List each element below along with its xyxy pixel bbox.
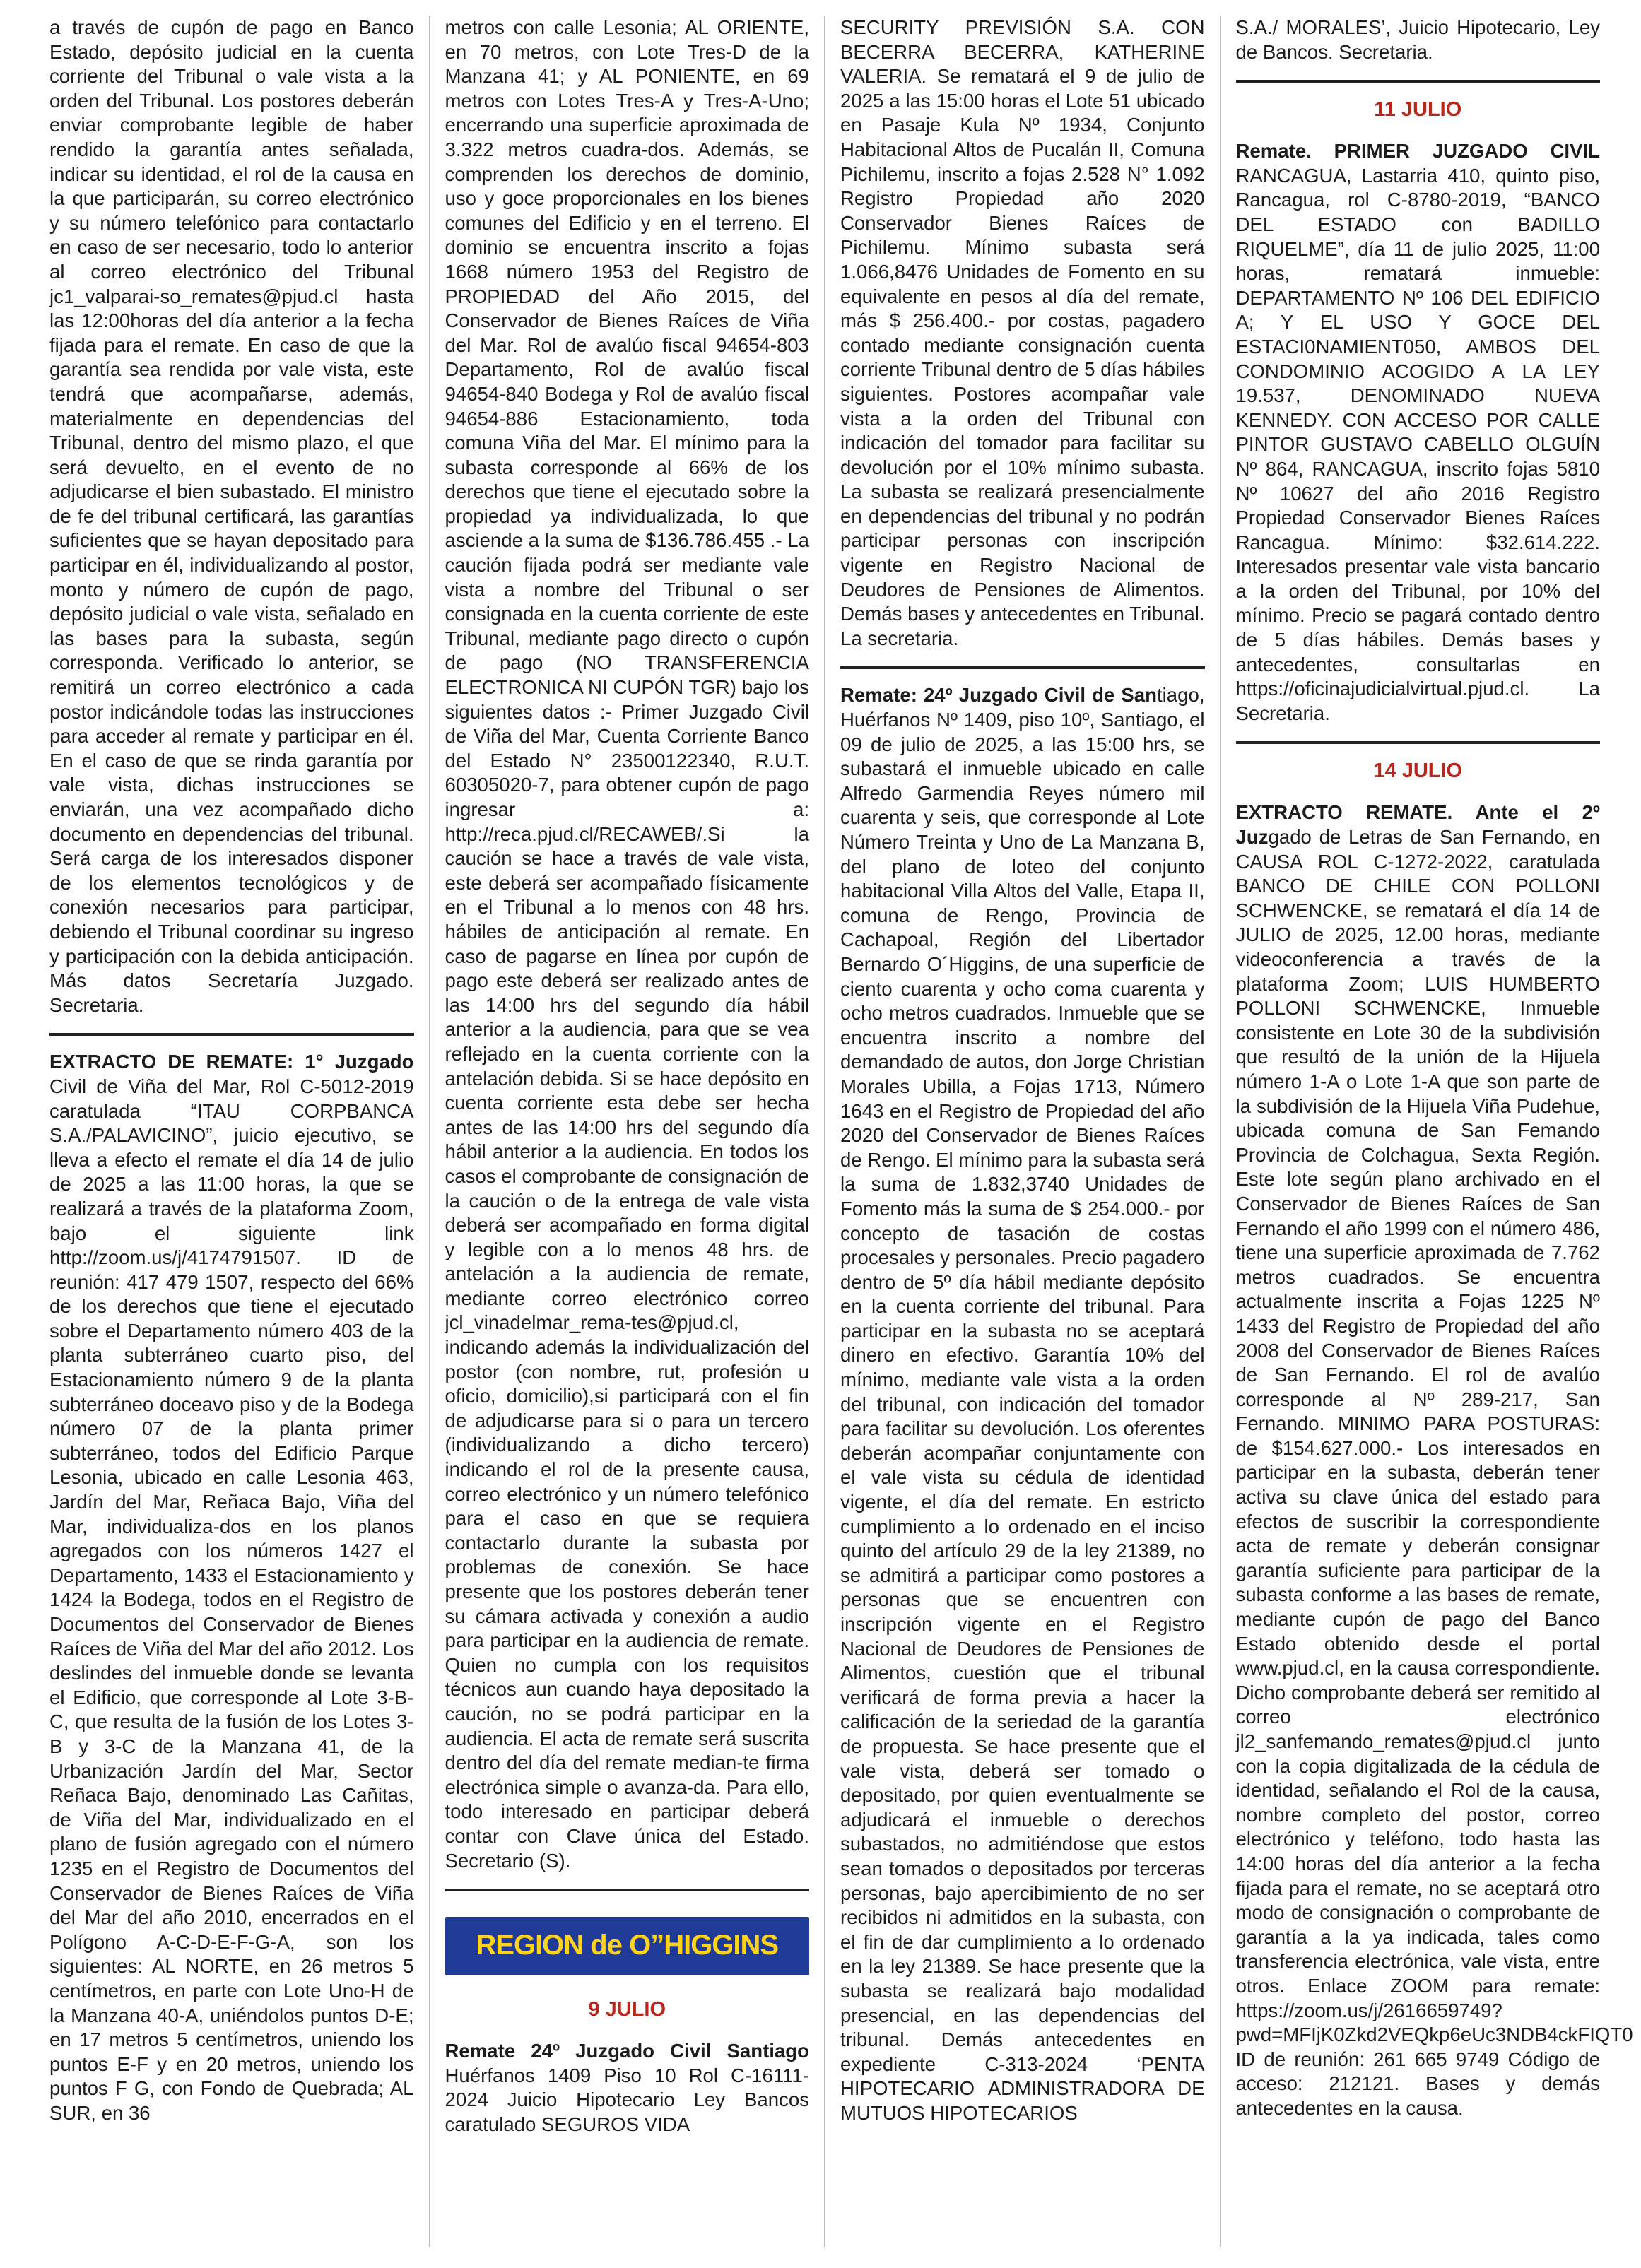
column-3: [840, 16, 1205, 2247]
notice-lead: Remate: 24º Juzgado Civil de San: [840, 684, 1157, 707]
notice-separator: [1236, 741, 1601, 744]
notice-paragraph: [1236, 139, 1601, 726]
notice-separator: [445, 1889, 810, 1891]
notice-text: S.A./ MORALES’, Juicio Hipotecario, Ley de Bancos. Secretaria.: [1235, 16, 1600, 63]
legal-notice: [1235, 801, 1633, 2120]
legal-notice: [445, 16, 810, 1873]
notice-paragraph: [49, 16, 414, 1017]
date-heading: 9 JULIO: [588, 1998, 666, 2021]
notice-paragraph: [445, 2039, 810, 2137]
notice-lead: EXTRACTO DE REMATE: 1° Juzgado: [49, 1051, 414, 1073]
region-banner: REGION de O”HIGGINS: [445, 1917, 810, 1975]
legal-notice: [1236, 16, 1601, 64]
notice-lead: Remate. PRIMER JUZGADO CIVIL: [1235, 140, 1600, 163]
notice-text: gado de Letras de San Fernando, en CAUSA ROL C-1272-2022, caratulada BANCO DE CHILE CON POLLONI SCHWENCKE, se rematará el día 14 de JULIO de 2025, 12.00 horas, mediante videoconferencia a través de la plataforma Zoom; LUIS HUMBERTO POLLONI SCHWENCKE, Inmueble consistente en Lote 30 de la subdivisión que resultó de la unión de la Hijuela número 1-A o Lote 1-A que son parte de la subdivisión de la Hijuela Viña Pudehue, ubicada comuna de San Femando Provincia de Colchagua, Sexta Región. Este lote según plano archivado en el Conservador de Bienes Raíces de San Fernando el año 1999 con el número 486, tiene una superficie aproximada de 7.762 metros cuadrados. Se encuentra actualmente inscrita a Fojas 1225 Nº 1433 del Registro de Propiedad del año 2008 del Conservador de Bienes Raíces de San Fernando. El rol de avalúo corresponde al Nº 289-217, San Fernando. MINIMO PARA POSTURAS: de $154.627.000.- Los interesados en participar en la subasta, deberán tener activa su clave única del estado para efectos de suscribir la correspondiente acta de remate y deberán consignar garantía suficiente para participar de la subasta conforme a las bases de remate, mediante cupón de pago del Banco Estado obtenido desde el portal www.pjud.cl, en la causa correspondiente. Dicho comprobante deberá ser remitido al correo electrónico jl2_sanfemando_remates@pjud.cl junto con la copia digitalizada de la cédula de identidad, señalando el Rol de la causa, nombre completo del postor, correo electrónico y teléfono, todo hasta las 14:00 horas del día anterior a la fecha fijada para el remate, no se aceptará otro modo de consignación o comprobante de garantía a la ya indicada, tales como transferencia electrónica, vale vista, entre otros. Enlace ZOOM para remate: https://zoom.us/j/2616659749?pwd=MFIjK0Zkd2VEQkp6eUc3NDB4ckFIQT0 ID de reunión: 261 665 9749 Código de acceso: 212121. Bases y demás antecedentes en la causa.: [1235, 826, 1633, 2119]
notice-text: RANCAGUA, Lastarria 410, quinto piso, Rancagua, rol C-8780-2019, “BANCO DEL ESTADO con BADILLO RIQUELME”, día 11 de julio 2025, 11:00 horas, rematará inmueble: DEPARTAMENTO Nº 106 DEL EDIFICIO A; Y EL USO Y GOCE DEL ESTACI0NAMIENT050, AMBOS DEL CONDOMINIO ACOGIDO A LA LEY 19.537, DENOMINADO NUEVA KENNEDY. CON ACCESO POR CALLE PINTOR GUSTAVO CABELLO OLGUÍN Nº 864, RANCAGUA, inscrito fojas 5810 Nº 10627 del año 2016 Registro Propiedad Conservador Bienes Raíces Rancagua. Mínimo: $32.614.222. Interesados presentar vale vista bancario a la orden del Tribunal, por 10% del mínimo. Precio se pagará contado dentro de 5 días hábiles. Demás bases y antecedentes, consultarlas en https://oficinajudicialvirtual.pjud.cl. La Secretaria.: [1235, 164, 1600, 724]
notice-text: a través de cupón de pago en Banco Estado, depósito judicial en la cuenta corriente del Tribunal o vale vista a la orden del Tribunal. Los postores deberán enviar comprobante legible de haber rendido la garantía antes señalada, indicar su identidad, el rol de la causa en la que participarán, su correo electrónico y su número telefónico para contactarlo en caso de ser necesario, todo lo anterior al correo electrónico del Tribunal jc1_valparai-so_remates@pjud.cl hasta las 12:00horas del día anterior a la fecha fijada para el remate. En caso de que la garantía sea rendida por vale vista, este tendrá que acompañarse, además, materialmente en dependencias del Tribunal, dentro del mismo plazo, el que será devuelto, en el evento de no adjudicarse el bien subastado. El ministro de fe del tribunal certificará, las garantías suficientes que se hayan depositado para participar en él, individualizando al postor, monto y número de cupón de pago, depósito judicial o vale vista, señalado en las bases para la subasta, según corresponda. Verificado lo anterior, se remitirá un correo electrónico a cada postor indicándole todas las instrucciones para acceder al remate y participar en él. En el caso de que se rinda garantía por vale vista, dichas instrucciones se enviarán, una vez acompañado dicho documento en dependencias del tribunal. Será carga de los interesados disponer de los elementos tecnológicos y de conexión necesarios para participar, debiendo el Tribunal coordinar su ingreso y participación con la debida anticipación. Más datos Secretaría Juzgado. Secretaria.: [49, 16, 414, 1016]
notice-text: SECURITY PREVISIÓN S.A. CON BECERRA BECERRA, KATHERINE VALERIA. Se rematará el 9 de julio de 2025 a las 15:00 horas el Lote 51 ubicado en Pasaje Kula Nº 1934, Conjunto Habitacional Altos de Pucalán II, Comuna Pichilemu, inscrito a fojas 2.528 N° 1.092 Registro Propiedad año 2020 Conservador Bienes Raíces de Pichilemu. Mínimo subasta será 1.066,8476 Unidades de Fomento en su equivalente en pesos al día del remate, más $ 256.400.- por costas, pagadero contado mediante consignación cuenta corriente Tribunal dentro de 5 días hábiles siguientes. Postores acompañar vale vista a la orden del Tribunal con indicación del tomador para facilitar su devolución por el 10% mínimo subasta. La subasta se realizará presencialmente en dependencias del tribunal y no podrán participar personas con inscripción vigente en Registro Nacional de Deudores de Pensiones de Alimentos. Demás bases y antecedentes en Tribunal. La secretaria.: [840, 16, 1205, 649]
legal-notice: [840, 683, 1205, 2125]
legal-notice: [49, 16, 414, 1017]
notice-paragraph: [840, 683, 1205, 2125]
notice-text: metros con calle Lesonia; AL ORIENTE, en 70 metros, con Lote Tres-D de la Manzana 41; y AL PONIENTE, en 69 metros con Lotes Tres-A y Tres-A-Uno; encerrando una superficie aproximada de 3.322 metros cuadra-dos. Además, se comprenden los derechos de dominio, uso y goce proporcionales en los bienes comunes del Edificio y en el terreno. El dominio se encuentra inscrito a fojas 1668 número 1953 del Registro de PROPIEDAD del Año 2015, del Conservador de Bienes Raíces de Viña del Mar. Rol de avalúo fiscal 94654-803 Departamento, Rol de avalúo fiscal 94654-840 Bodega y Rol de avalúo fiscal 94654-886 Estacionamiento, toda comuna Viña del Mar. El mínimo para la subasta corresponde al 66% de los derechos que tiene el ejecutado sobre la propiedad ya individualizada, lo que asciende a la suma de $136.786.455 .- La caución fijada podrá ser mediante vale vista a nombre del Tribunal o ser consignada en la cuenta corriente de este Tribunal, mediante pago directo o cupón de pago (NO TRANSFERENCIA ELECTRONICA NI CUPÓN TGR) bajo los siguientes datos :- Primer Juzgado Civil de Viña del Mar, Cuenta Corriente Banco del Estado N° 23500122340, R.U.T. 60305020-7, para obtener cupón de pago ingresar a: http://reca.pjud.cl/RECAWEB/.Si la caución se hace a través de vale vista, este deberá ser acompañado físicamente en el Tribunal a lo menos con 48 hrs. hábiles de anticipación al remate. En caso de pagarse en línea por cupón de pago este deberá ser realizado antes de las 14:00 hrs del segundo día hábil anterior a la audiencia, para que se vea reflejado en la cuenta corriente con la antelación debida. Si se hace depósito en cuenta corriente esta debe ser hecha antes de las 14:00 hrs del segundo día hábil anterior a la audiencia. En todos los casos el comprobante de consignación de la caución o de la entrega de vale vista deberá ser acompañado en forma digital y legible con a lo menos 48 hrs. de antelación a la audiencia de remate, mediante correo electrónico correo jcl_vinadelmar_rema-tes@pjud.cl, indicando además la individualización del postor (con nombre, rut, profesión u oficio, domicilio),si participará con el fin de adjudicarse para si o para un tercero (individualizando a dicho tercero) indicando el rol de la presente causa, correo electrónico y un número telefónico para el caso en que se requiera contactarlo durante la subasta por problemas de conexión. Se hace presente que los postores deberán tener su cámara activada y conexión a audio para participar en la audiencia de remate. Quien no cumpla con los requisitos técnicos aun cuando haya depositado la caución, no se podrá participar en la audiencia. El acta de remate será suscrita dentro del día del remate median-te firma electrónica simple o avanza-da. Para ello, todo interesado en participar deberá contar con Clave única del Estado. Secretario (S).: [445, 16, 809, 1872]
legal-notice: [445, 2039, 810, 2137]
notice-text: Civil de Viña del Mar, Rol C-5012-2019 caratulada “ITAU CORPBANCA S.A./PALAVICINO”, juicio ejecutivo, se lleva a efecto el remate el día 14 de julio de 2025 a las 11:00 horas, la que se realizará a través de la plataforma Zoom, bajo el siguiente link http://zoom.us/j/4174791507. ID de reunión: 417 479 1507, respecto del 66% de los derechos que tiene el ejecutado sobre el Departamento número 403 de la planta subterráneo cuarto piso, del Estacionamiento número 9 de la planta subterráneo doceavo piso y de la Bodega número 07 de la planta primer subterráneo, todos del Edificio Parque Lesonia, ubicado en calle Lesonia 463, Jardín del Mar, Reñaca Bajo, Viña del Mar, individualiza-dos en los planos agregados con los números 1427 el Departamento, 1433 el Estacionamiento y 1424 la Bodega, todos en el Registro de Documentos del Conservador de Bienes Raíces de Viña del Mar del año 2012. Los deslindes del inmueble donde se levanta el Edificio, que corresponde al Lote 3-B-C, que resulta de la fusión de los Lotes 3-B y 3-C de la Manzana 41, de la Urbanización Jardín del Mar, Sector Reñaca Bajo, denominado Las Cañitas, de Viña del Mar, individualizado en el plano de fusión agregado con el número 1235 en el Registro de Documentos del Conservador de Bienes Raíces de Viña del Mar del año 2010, encerrados en el Polígono A-C-D-E-F-G-A, son los siguientes: AL NORTE, en 26 metros 5 centímetros, en parte con Lote Uno-H de la Manzana 40-A, uniéndolos puntos D-E; en 17 metros 5 centímetros, uniendo los puntos E-F y en 20 metros, uniendo los puntos F G, con Fondo de Quebrada; AL SUR, en 36: [49, 1075, 414, 2124]
legal-notice: [49, 1050, 414, 2125]
notice-paragraph: [49, 1050, 414, 2125]
legal-notice: [840, 16, 1205, 651]
notice-separator: [49, 1033, 414, 1036]
notice-paragraph: [840, 16, 1205, 651]
notice-separator: [840, 666, 1205, 669]
date-heading: 14 JULIO: [1373, 760, 1463, 783]
notice-lead: EXTRACTO REMATE. Ante el 2º Juz: [1235, 801, 1600, 849]
column-2: [445, 16, 810, 2247]
legal-notice: [1236, 139, 1601, 726]
notice-separator: [1236, 80, 1601, 83]
date-heading: 11 JULIO: [1374, 98, 1462, 122]
notice-paragraph: [445, 16, 810, 1873]
columns: [49, 16, 1633, 2247]
column-4: [1235, 16, 1633, 2247]
notice-text: Huérfanos 1409 Piso 10 Rol C-16111-2024 Juicio Hipotecario Ley Bancos caratulado SEGUROS VIDA: [445, 2064, 809, 2135]
notice-paragraph: [1235, 801, 1633, 2120]
notice-lead: Remate 24º Juzgado Civil Santiago: [445, 2040, 809, 2062]
notice-paragraph: [1236, 16, 1601, 64]
column-1: [49, 16, 414, 2247]
notice-text: tiago, Huérfanos Nº 1409, piso 10º, Santiago, el 09 de julio de 2025, a las 15:00 hrs, se subastará el inmueble ubicado en calle Alfredo Garmendia Reyes número mil cuarenta y seis, que corresponde al Lote Número Treinta y Uno de La Manzana B, del plano de loteo del conjunto habitacional Villa Altos del Valle, Etapa II, comuna de Rengo, Provincia de Cachapoal, Región del Libertador Bernardo O´Higgins, de una superficie de ciento cuarenta y ocho coma cuarenta y ocho metros cuadrados. Inmueble que se encuentra inscrito a nombre del demandado de autos, don Jorge Christian Morales Ubilla, a Fojas 1713, Número 1643 en el Registro de Propiedad del año 2020 del Conservador de Bienes Raíces de Rengo. El mínimo para la subasta será la suma de 1.832,3740 Unidades de Fomento más la suma de $ 254.000.- por concepto de tasación de costas procesales y personales. Precio pagadero dentro de 5º día hábil mediante depósito en la cuenta corriente del tribunal. Para participar en la subasta no se aceptará dinero en efectivo. Garantía 10% del mínimo, mediante vale vista a la orden del tribunal, con indicación del tomador para facilitar su devolución. Los oferentes deberán acompañar conjuntamente con el vale vista su cédula de identidad vigente, el día del remate. En estricto cumplimiento a lo ordenado en el inciso quinto del artículo 29 de la ley 21389, no se admitirá a participar como postores a personas que se encuentren con inscripción vigente en el Registro Nacional de Deudores de Pensiones de Alimentos, cuestión que el tribunal verificará de forma previa a hacer la calificación de la seriedad de la garantía de propuesta. Se hace presente que el vale vista, deberá ser tomado o depositado, por quien eventualmente se adjudicará el inmueble o derechos subastados, no admitiéndose que estos sean tomados o depositados por terceras personas, bajo apercibimiento de no ser recibidos ni admitidos en la subasta, con el fin de dar cumplimiento a lo ordenado en la ley 21389. Se hace presente que la subasta se realizará bajo modalidad presencial, en las dependencias del tribunal. Demás antecedentes en expediente C-313-2024 ‘PENTA HIPOTECARIO ADMINISTRADORA DE MUTUOS HIPOTECARIOS: [840, 684, 1205, 2124]
